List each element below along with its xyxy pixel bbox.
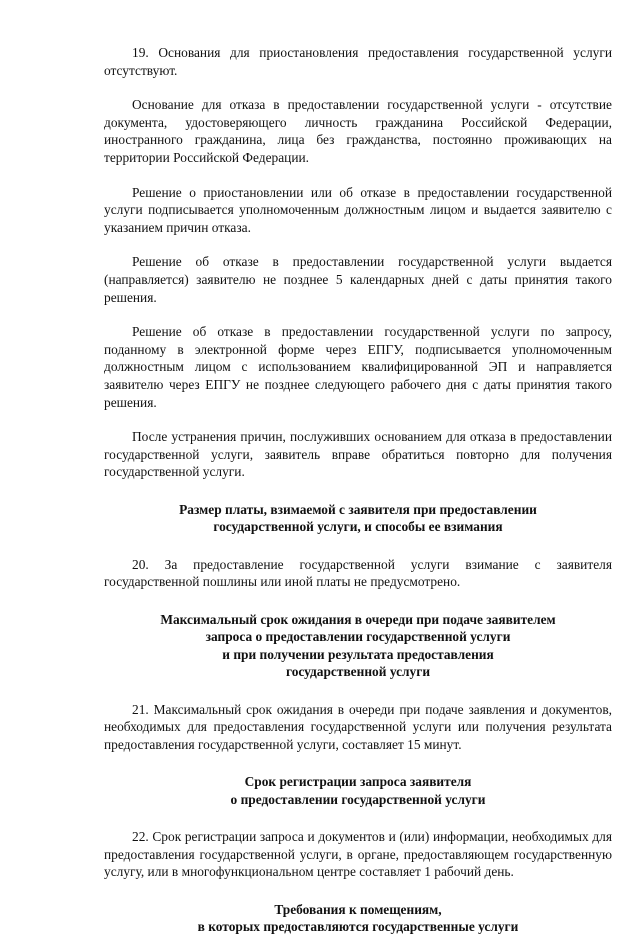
paragraph-epgu: Решение об отказе в предоставлении государственной услуги по запросу, поданному в электронной форме через ЕПГУ, подписывается уполномоченным должностным лицом с использованием квалифицированной ЭП и направляется заявителю через ЕПГУ не позднее следующего рабочего дня с даты принятия такого решения. (104, 324, 612, 410)
paragraph-refusal-basis: Основание для отказа в предоставлении государственной услуги - отсутствие документа, удостоверяющего личность гражданина Российской Федерации, иностранного гражданина, лица без гражданства, постоянно проживающих на территории Российской Федерации. (104, 97, 612, 165)
paragraph-22: 22. Срок регистрации запроса и документов и (или) информации, необходимых для предоставления государственной услуги, в органе, предоставляющем государственную услугу, или в многофункциональном центре составляет 1 рабочий день. (104, 829, 612, 880)
heading-queue-line: и при получении результата предоставления (222, 646, 494, 662)
heading-registration (104, 773, 612, 808)
paragraph-19: 19. Основания для приостановления предоставления государственной услуги отсутствуют. (104, 45, 612, 78)
heading-registration-line: Срок регистрации запроса заявителя (244, 774, 472, 790)
paragraph-after-fix: После устранения причин, послуживших основанием для отказа в предоставлении государственной услуги, заявитель вправе обратиться повторно для получения государственной услуги. (104, 429, 612, 480)
heading-registration-line: о предоставлении государственной услуги (230, 791, 486, 807)
paragraph-decision-signed: Решение о приостановлении или об отказе в предоставлении государственной услуги подписывается уполномоченным должностным лицом и выдается заявителю с указанием причин отказа. (104, 184, 612, 235)
heading-premises-line: Требования к помещениям, (274, 901, 442, 917)
document-page (104, 44, 612, 936)
heading-premises (104, 901, 612, 936)
heading-queue-line: Максимальный срок ожидания в очереди при подаче заявителем (160, 611, 556, 627)
heading-queue (104, 611, 612, 681)
heading-fee-line: Размер платы, взимаемой с заявителя при предоставлении (179, 501, 537, 517)
heading-premises-line: в которых предоставляются государственные услуги (197, 919, 519, 935)
paragraph-21: 21. Максимальный срок ожидания в очереди при подаче заявления и документов, необходимых для предоставления государственной услуги или получения результата предоставления государственной услуги, составляет 15 минут. (104, 701, 612, 752)
heading-queue-line: запроса о предоставлении государственной услуги (205, 629, 511, 645)
heading-fee-line: государственной услуги, и способы ее взимания (213, 519, 503, 535)
heading-queue-line: государственной услуги (285, 664, 431, 680)
paragraph-20: 20. За предоставление государственной услуги взимание с заявителя государственной пошлины или иной платы не предусмотрено. (104, 556, 612, 590)
paragraph-decision-sent: Решение об отказе в предоставлении государственной услуги выдается (направляется) заявителю не позднее 5 календарных дней с даты принятия такого решения. (104, 254, 612, 305)
heading-fee (104, 501, 612, 536)
